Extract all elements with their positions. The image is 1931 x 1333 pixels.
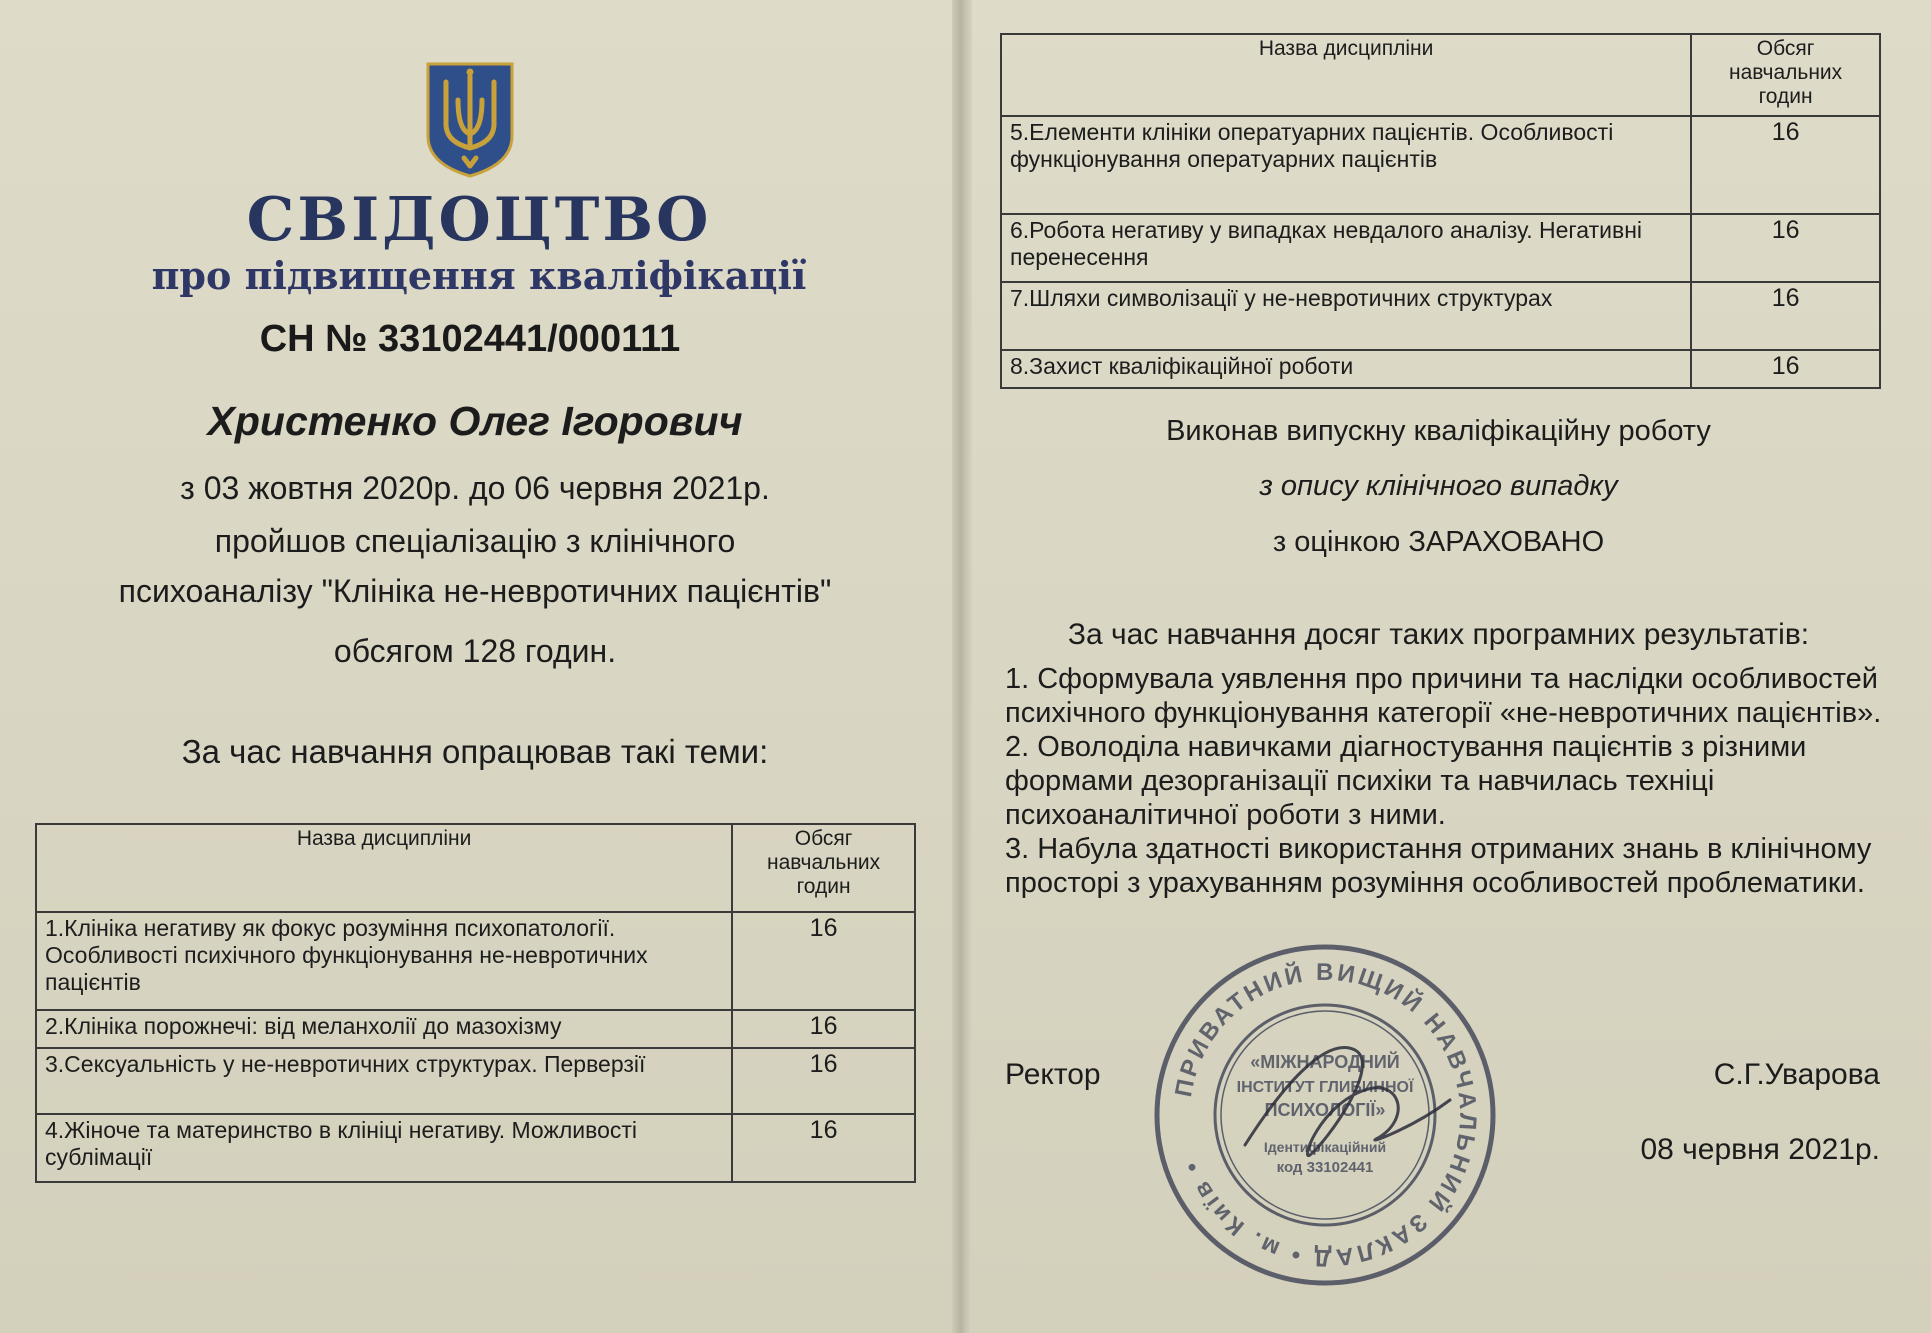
list-item: 2. Оволоділа навичками діагностування пацієнтів з різними формами дезорганізації психіки та навчилась техніці психоаналітичної роботи з ними. xyxy=(1005,731,1807,831)
disciplines-table-left xyxy=(35,823,916,1183)
discipline-hours: 16 xyxy=(732,1048,915,1114)
official-stamp xyxy=(1150,940,1500,1290)
svg-text:код 33102441: код 33102441 xyxy=(1276,1159,1374,1176)
rector-label: Ректор xyxy=(1005,1058,1101,1091)
discipline-name: 4.Жіноче та материнство в клініці негативу. Можливості сублімації xyxy=(36,1114,732,1182)
results-heading: За час навчання досяг таких програмних результатів: xyxy=(1067,618,1810,651)
table-row xyxy=(1001,214,1880,282)
table-row xyxy=(36,912,915,1010)
grade-line: з оцінкою ЗАРАХОВАНО xyxy=(1272,526,1605,558)
discipline-name: 3.Сексуальність у не-невротичних структурах. Перверзії xyxy=(36,1048,732,1114)
list-item: 3. Набула здатності використання отриманих знань в клінічному просторі з урахуванням розуміння особливостей проблематики. xyxy=(1005,833,1872,899)
specialization-line-2: психоаналізу "Клініка не-невротичних пацієнтів" xyxy=(118,573,832,609)
final-work-topic: з опису клінічного випадку xyxy=(1259,470,1618,502)
column-header-hours: Обсяг навчальних годин xyxy=(1691,34,1880,116)
discipline-name: 5.Елементи клініки оператуарних пацієнтів. Особливості функціонування оператуарних пацієнтів xyxy=(1001,116,1691,214)
discipline-name: 2.Клініка порожнечі: від меланхолії до мазохізму xyxy=(36,1010,732,1048)
study-volume: обсягом 128 годин. xyxy=(333,633,617,669)
discipline-name: 6.Робота негативу у випадках невдалого аналізу. Негативні перенесення xyxy=(1001,214,1691,282)
certificate-number: СН № 33102441/000111 xyxy=(259,318,681,360)
discipline-hours: 16 xyxy=(1691,214,1880,282)
certificate-subtitle: про підвищення кваліфікації xyxy=(151,253,807,298)
disciplines-table-right xyxy=(1000,33,1881,389)
column-header-name: Назва дисципліни xyxy=(36,824,732,912)
svg-text:Ідентифікаційний: Ідентифікаційний xyxy=(1263,1139,1387,1155)
table-row xyxy=(36,1048,915,1114)
results-list xyxy=(1005,662,1885,900)
table-row xyxy=(1001,350,1880,388)
specialization-line-1: пройшов спеціалізацію з клінічного xyxy=(214,523,736,559)
certificate-title: СВІДОЦТВО xyxy=(246,185,712,255)
list-item: 1. Сформувала уявлення про причини та наслідки особливостей психічного функціонування категорії «не-невротичних пацієнтів». xyxy=(1005,663,1882,729)
final-work-line: Виконав випускну кваліфікаційну роботу xyxy=(1166,415,1711,447)
discipline-name: 8.Захист кваліфікаційної роботи xyxy=(1001,350,1691,388)
discipline-name: 7.Шляхи символізації у не-невротичних структурах xyxy=(1001,282,1691,350)
stamp-outer-text: ПРИВАТНИЙ ВИЩИЙ НАВЧАЛЬНИЙ ЗАКЛАД • м. Київ • xyxy=(1170,958,1482,1272)
signing-date: 08 червня 2021р. xyxy=(1640,1133,1880,1166)
table-row xyxy=(1001,116,1880,214)
discipline-hours: 16 xyxy=(732,1010,915,1048)
table-row xyxy=(1001,282,1880,350)
holder-name: Христенко Олег Ігорович xyxy=(207,398,743,444)
rector-name: С.Г.Уварова xyxy=(1713,1058,1880,1091)
study-period: з 03 жовтня 2020р. до 06 червня 2021р. xyxy=(180,470,770,506)
table-row xyxy=(36,1010,915,1048)
column-header-hours: Обсяг навчальних годин xyxy=(732,824,915,912)
topics-heading: За час навчання опрацював такі теми: xyxy=(181,733,769,770)
discipline-hours: 16 xyxy=(732,1114,915,1182)
discipline-name: 1.Клініка негативу як фокус розуміння психопатології. Особливості психічного функціонування не-невротичних пацієнтів xyxy=(36,912,732,1010)
column-header-name: Назва дисципліни xyxy=(1001,34,1691,116)
svg-text:ІНСТИТУТ ГЛИБИННОЇ: ІНСТИТУТ ГЛИБИННОЇ xyxy=(1236,1079,1414,1096)
table-row xyxy=(36,1114,915,1182)
discipline-hours: 16 xyxy=(1691,350,1880,388)
svg-text:ПСИХОЛОГІЇ»: ПСИХОЛОГІЇ» xyxy=(1264,1100,1386,1120)
svg-text:«МІЖНАРОДНИЙ: «МІЖНАРОДНИЙ xyxy=(1250,1052,1400,1072)
coat-of-arms-icon xyxy=(424,60,516,180)
discipline-hours: 16 xyxy=(1691,116,1880,214)
discipline-hours: 16 xyxy=(1691,282,1880,350)
discipline-hours: 16 xyxy=(732,912,915,1010)
